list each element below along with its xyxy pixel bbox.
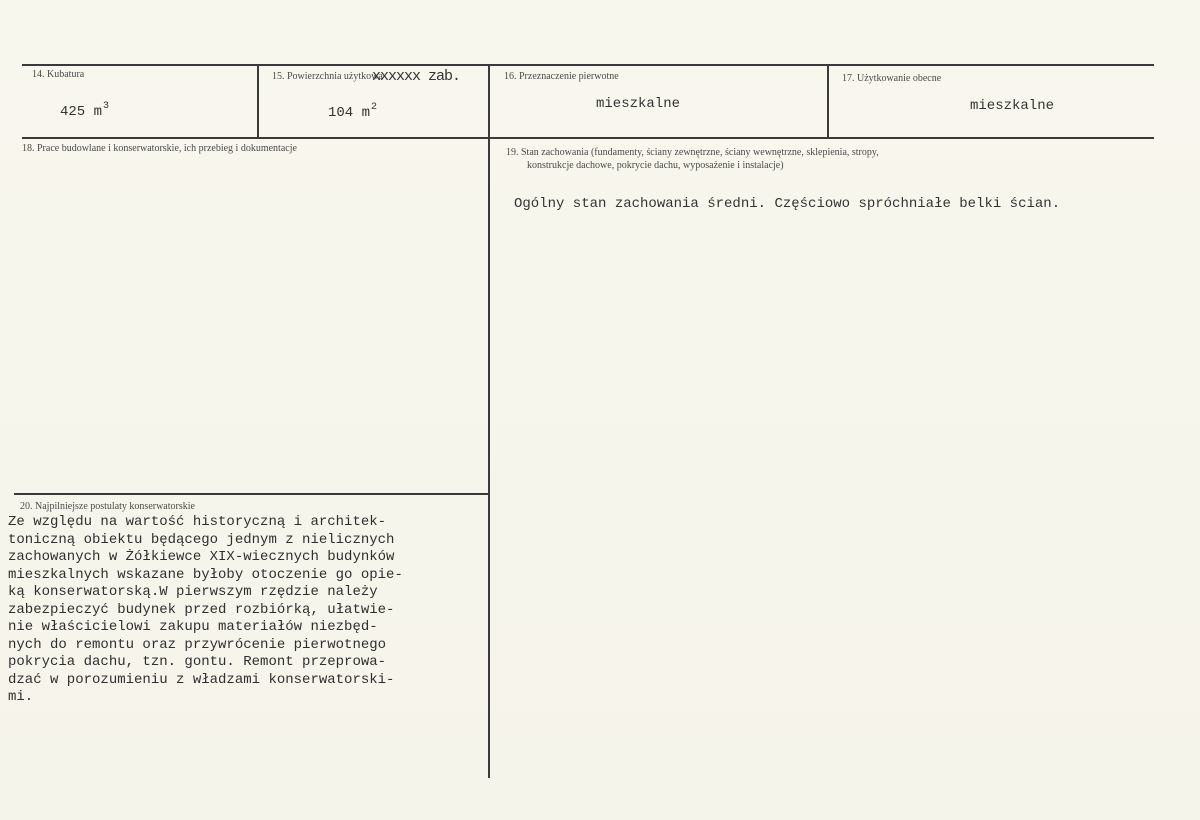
- cubature-value: 425 m: [60, 104, 103, 120]
- field-15-label: 15. Powierzchnia użytkowa: [272, 71, 383, 82]
- area-unit-sup: 2: [371, 102, 378, 113]
- postulate-line: zachowanych w Żółkiewce XIX-wiecznych budynków: [8, 549, 395, 565]
- postulate-line: mieszkalnych wskazane byłoby otoczenie go opie-: [8, 566, 403, 583]
- postulate-line: toniczną obiektu będącego jednym z nielicznych: [8, 531, 395, 548]
- field-17-label: 17. Użytkowanie obecne: [842, 73, 942, 84]
- field-19-label-line2: konstrukcje dachowe, pokrycie dachu, wyposażenie i instalacje): [527, 160, 784, 171]
- field-15-overtype: xxxxxx zab.: [372, 68, 461, 85]
- col-divider-14-15: [257, 64, 259, 138]
- field-16-label: 16. Przeznaczenie pierwotne: [504, 71, 619, 82]
- postulate-line: nie właścicielowi zakupu materiałów niezbęd-: [8, 619, 378, 635]
- postulate-line: Ze względu na wartość historyczną i architek-: [8, 514, 387, 530]
- field-20-text: [8, 514, 403, 707]
- field-20-label: 20. Najpilniejsze postulaty konserwatorskie: [20, 501, 195, 512]
- top-rule: [22, 64, 1154, 66]
- col-divider-16-17: [827, 64, 829, 138]
- field-19-value: Ogólny stan zachowania średni. Częściowo spróchniałe belki ścian.: [514, 196, 1061, 212]
- section-20-divider: [14, 493, 488, 495]
- field-15-value: [328, 102, 378, 121]
- postulate-line: dzać w porozumieniu z władzami konserwatorski-: [8, 671, 395, 688]
- area-value: 104 m: [328, 105, 371, 121]
- postulate-line: pokrycia dachu, tzn. gontu. Remont przeprowa-: [8, 654, 387, 670]
- field-16-value: mieszkalne: [596, 96, 681, 112]
- field-14-value: [60, 101, 110, 120]
- col-divider-15-16: [488, 64, 490, 778]
- row-divider: [22, 137, 1154, 139]
- postulate-line: zabezpieczyć budynek przed rozbiórką, ułatwie-: [8, 601, 395, 618]
- postulate-line: mi.: [8, 689, 34, 705]
- field-17-value: mieszkalne: [970, 98, 1055, 114]
- field-14-label: 14. Kubatura: [32, 69, 85, 80]
- field-19-label-line1: 19. Stan zachowania (fundamenty, ściany zewnętrzne, ściany wewnętrzne, sklepienia, stropy,: [506, 147, 879, 158]
- postulate-line: nych do remontu oraz przywrócenie pierwotnego: [8, 636, 387, 653]
- postulate-line: ką konserwatorską.W pierwszym rzędzie należy: [8, 584, 378, 600]
- field-18-label: 18. Prace budowlane i konserwatorskie, ich przebieg i dokumentacje: [22, 143, 297, 154]
- cubature-unit-sup: 3: [103, 101, 110, 112]
